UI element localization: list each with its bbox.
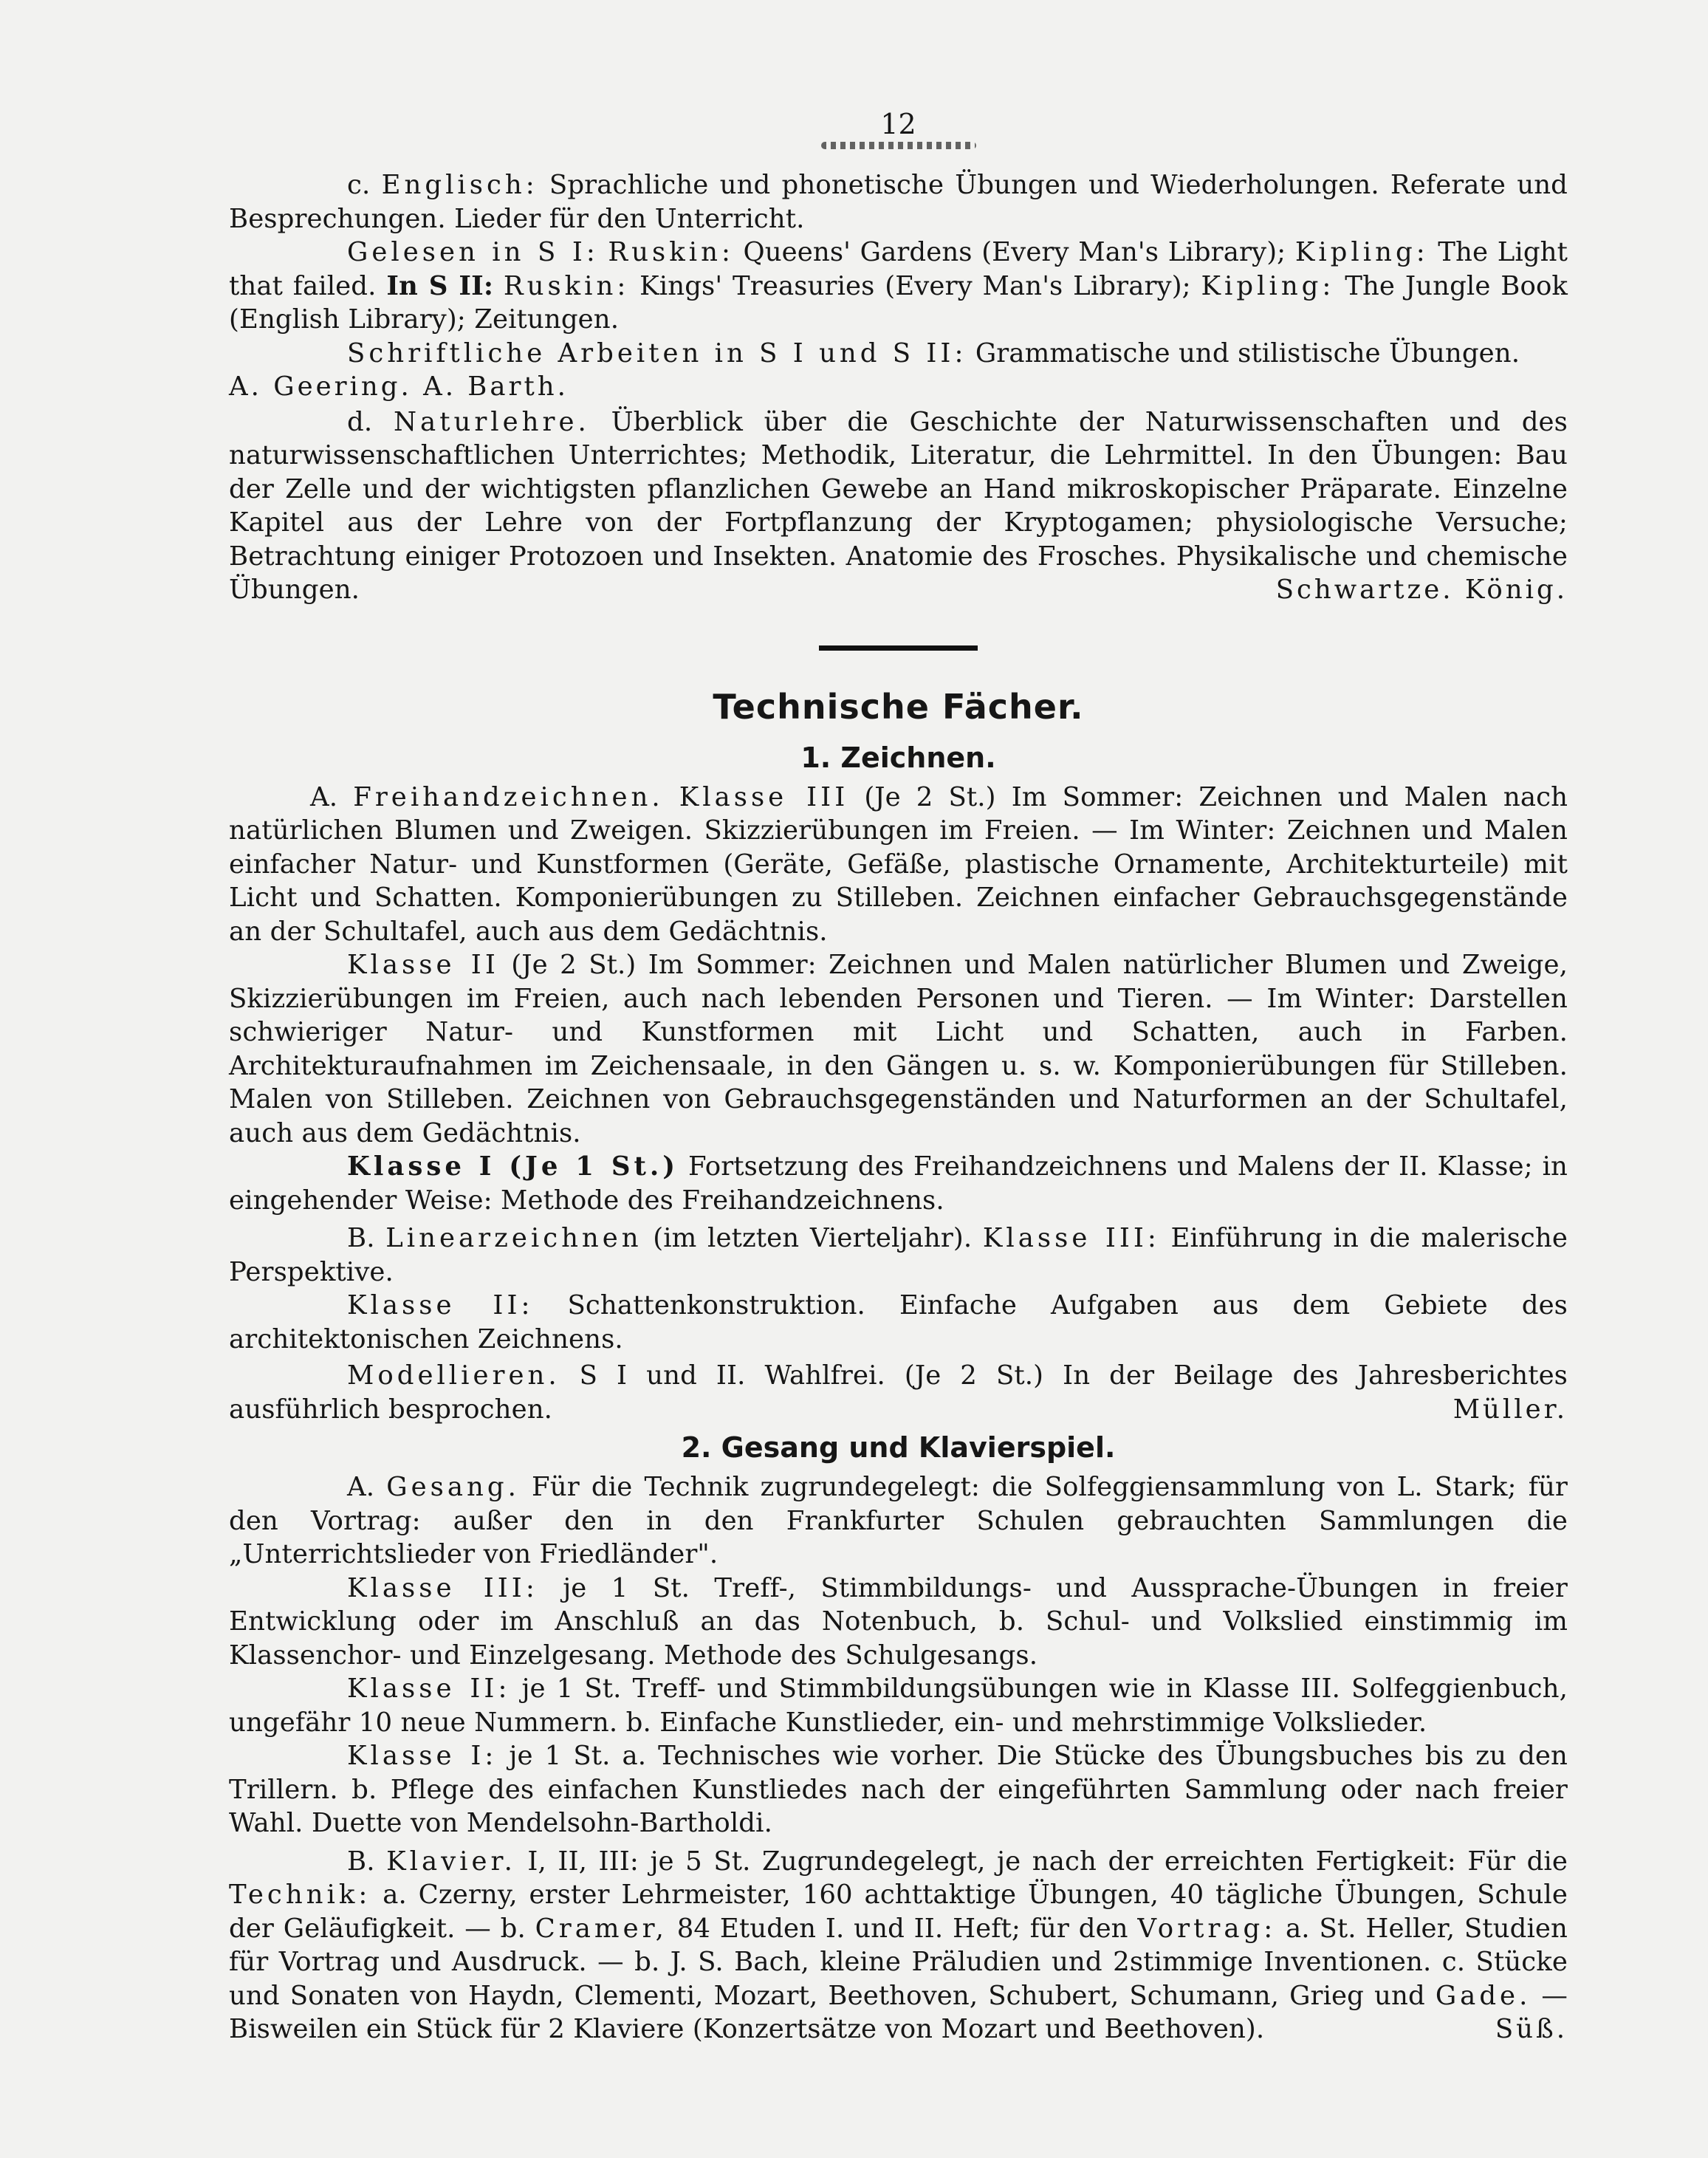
modellieren [229,1359,1568,1426]
heading-gesang: 2. Gesang und Klavierspiel. [681,1431,1116,1464]
item-subtitle: Vortrag: [1137,1913,1277,1944]
item-label: B. [347,1223,375,1253]
item-subtitle: Technik: [229,1880,371,1910]
item-text: (Je 2 St.) Im Sommer: Zeichnen und Malen nach natürlichen Blumen und Zweigen. Skizzierübungen im Freien. — Im Winter: Zeichnen und Malen einfacher Natur- und Kunstformen (Geräte, Gefäße, plastische Ornamente, Architekturteile) mit Licht und Schatten. Komponierübungen zu Stilleben. Zeichnen einfacher Gebrauchsgegenstände an der Schultafel, auch aus dem Gedächtnis. [229,781,1568,947]
gesang-klasse-1 [229,1739,1568,1840]
author-ruskin: Ruskin: [608,237,734,267]
item-title: Modellieren. [347,1360,560,1391]
author-kipling: Kipling: [1201,270,1335,301]
signature-englisch: A. Geering. A. Barth. [229,371,569,402]
item-title: Freihandzeichnen. [353,781,664,812]
class-label: Klasse II: [347,1674,511,1704]
item-text: (Je 2 St.) Im Sommer: Zeichnen und Malen natürlicher Blumen und Zweige, Skizzierübungen im Freien, auch nach lebenden Personen und Tieren. — Im Winter: Darstellen schwieriger Natur- und Kunstformen mit Licht und Schatten, auch in Farben. Architekturaufnahmen im Zeichensaale, in den Gängen u. s. w. Komponierübungen für Stilleben. Malen von Stilleben. Zeichnen von Gebrauchsgegenständen und Naturformen an der Schultafel, auch aus dem Gedächtnis. [229,950,1568,1148]
book-title: Kings' Treasuries (Every Man's Library); [639,270,1191,301]
item-text: Einführung in die malerische Perspektive. [229,1223,1568,1287]
freihandzeichnen-klasse-2 [229,948,1568,1150]
section-englisch [229,168,1568,236]
item-text: je 1 St. Treff- und Stimmbildungsübungen wie in Klasse III. Solfeggienbuch, ungefähr 10 neue Nummern. b. Einfache Kunstlieder, ein- und mehrstimmige Volkslieder. [229,1674,1568,1738]
gesang-klasse-3 [229,1572,1568,1673]
klavier [229,1845,1568,2046]
item-text: (im letzten Vierteljahr). [653,1223,973,1253]
book-title: The Light that failed. [229,237,1568,301]
linearzeichnen [229,1222,1568,1289]
signature-naturlehre: Schwartze. König. [1275,575,1568,605]
class-label: Klasse III: [347,1572,538,1603]
item-text: Fortsetzung des Freihandzeichnens und Malens der II. Klasse; in eingehender Weise: Methode des Freihandzeichnens. [229,1151,1568,1216]
composer-name: Gade. [1435,1980,1532,2011]
section-text: Überblick über die Geschichte der Naturwissenschaften und des naturwissenschaftlichen Unterrichtes; Methodik, Literatur, die Lehrmittel. In den Übungen: Bau der Zelle und der wichtigsten pflanzlichen Gewebe an Hand mikroskopischer Präparate. Einzelne Kapitel aus der Lehre von der Fortpflanzung der Kryptogamen; physiologische Versuche; Betrachtung einiger Protozoen und Insekten. Anatomie des Frosches. Physikalische und chemische Übungen. [229,406,1568,605]
item-text: Für die Technik zugrundegelegt: die Solfeggiensammlung von L. Stark; für den Vortrag: außer den in den Frankfurter Schulen gebrauchten Sammlungen die „Unterrichtslieder von Friedländer". [229,1472,1568,1569]
class-label: Klasse I: [347,1741,498,1771]
class-label: Klasse II: [347,1290,534,1321]
englisch-written-work [229,337,1568,371]
item-label: B. [347,1846,375,1877]
section-title: Naturlehre. [393,406,590,437]
item-text: — Bisweilen ein Stück für 2 Klaviere (Konzertsätze von Mozart und Beethoven). [229,1980,1568,2044]
author-kipling: Kipling: [1294,237,1429,267]
section-label: c. [347,170,371,200]
item-text: Schattenkonstruktion. Einfache Aufgaben aus dem Gebiete des architektonischen Zeichnens. [229,1290,1568,1354]
class-label: Klasse I (Je 1 St.) [347,1151,679,1182]
section-naturlehre [229,405,1568,607]
item-title: Gesang. [386,1472,520,1502]
book-title: Queens' Gardens (Every Man's Library); [743,237,1286,267]
item-text: a. St. Heller, Studien für Vortrag und Ausdruck. — b. J. S. Bach, kleine Präludien und 2stimmige Inventionen. c. Stücke und Sonaten von Haydn, Clementi, Mozart, Beethoven, Schubert, Schumann, Grieg und [229,1913,1568,2011]
item-label: A. [310,781,338,812]
author-ruskin: Ruskin: [503,270,630,301]
item-text: 84 Etuden I. und II. Heft; für den [676,1913,1128,1944]
englisch-reading-list [229,236,1568,337]
gesang-klasse-2 [229,1672,1568,1739]
page-number: 12 [880,108,916,140]
item-text: S I und II. Wahlfrei. (Je 2 St.) In der Beilage des Jahresberichtes ausführlich besprochen. [229,1360,1568,1425]
page-number-ornament [821,142,976,149]
composer-name: Cramer, [535,1913,668,1944]
freihandzeichnen-klasse-1 [229,1150,1568,1217]
section-label: d. [347,406,373,437]
section-title: Englisch: [381,170,538,200]
item-text: I, II, III: je 5 St. Zugrundegelegt, je nach der erreichten Fertigkeit: Für die [527,1846,1568,1877]
written-work-text: Grammatische und stilistische Übungen. [975,338,1520,369]
class-label: Klasse II [347,950,499,980]
class-label: Klasse III [679,781,849,812]
class-label: In S II: [386,270,494,301]
signature-gesang: Süß. [1495,2014,1568,2044]
heading-zeichnen: 1. Zeichnen. [800,741,996,774]
section-text: Sprachliche und phonetische Übungen und Wiederholungen. Referate und Besprechungen. Lieder für den Unterricht. [229,170,1568,234]
item-title: Klavier. [386,1846,516,1877]
item-text: je 1 St. a. Technisches wie vorher. Die Stücke des Übungsbuches bis zu den Trillern. b. Pflege des einfachen Kunstliedes nach der eingeführten Sammlung oder nach freier Wahl. Duette von Mendelsohn-Bartholdi. [229,1741,1568,1838]
item-title: Linearzeichnen [385,1223,642,1253]
item-label: A. [347,1472,375,1502]
gesang-intro [229,1470,1568,1572]
linearzeichnen-klasse-2 [229,1289,1568,1356]
section-divider [819,645,978,651]
reading-label: Gelesen in S I: [347,237,599,267]
book-title: The Jungle Book (English Library); Zeitungen. [229,270,1568,335]
item-text: je 1 St. Treff-, Stimmbildungs- und Aussprache-Übungen in freier Entwicklung oder im Anschluß an das Notenbuch, b. Schul- und Volkslied einstimmig im Klassenchor- und Einzelgesang. Methode des Schulgesangs. [229,1572,1568,1671]
signature-zeichnen: Müller. [1453,1394,1568,1425]
freihandzeichnen-klasse-3 [229,781,1568,949]
item-text: a. Czerny, erster Lehrmeister, 160 achttaktige Übungen, 40 tägliche Übungen, Schule der Geläufigkeit. — b. [229,1880,1568,1944]
main-heading: Technische Fächer. [713,686,1084,727]
class-label: Klasse III: [982,1223,1160,1253]
written-work-label: Schriftliche Arbeiten in S I und S II: [347,338,967,369]
